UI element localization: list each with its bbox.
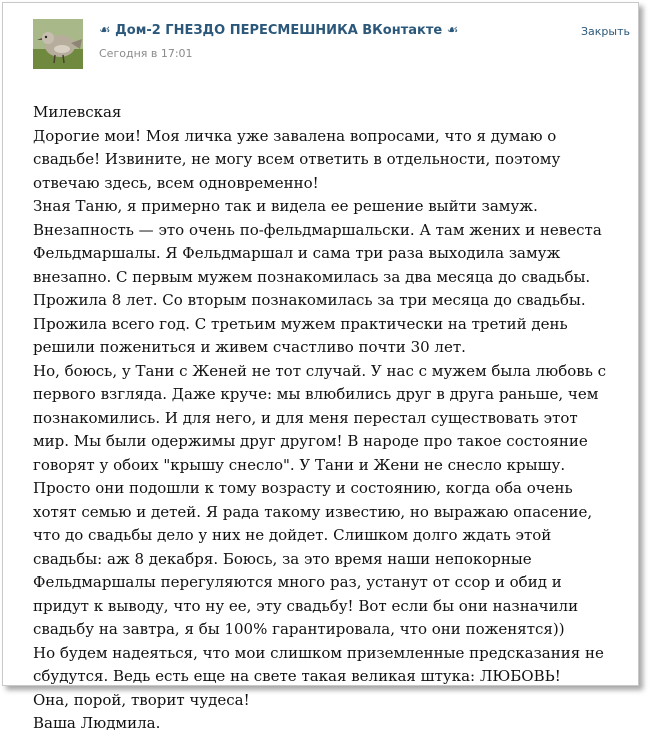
post-paragraph: Но будем надеяться, что мои слишком приземленные предсказания не сбудутся. Ведь есть еще на свете такая великая штука: ЛЮБОВЬ!: [33, 643, 604, 685]
post-paragraph: Милевская: [33, 103, 122, 121]
post-paragraph: Ваша Людмила.: [33, 714, 161, 732]
post-body: [33, 101, 613, 736]
post-paragraph: Но, боюсь, у Тани с Женей не тот случай. У нас с мужем была любовь с первого взгляда. Даже круче: мы влюбились друг в друга раньше, чем познакомились. И для него, и для меня перестал существовать этот мир. Мы были одержимы друг другом! В народе про такое состояние говорят у обоих "крышу снесло". У Тани и Жени не снесло крышу. Просто они подошли к тому возрасту и состоянию, когда оба очень хотят семью и детей. Я рада такому известию, но выражаю опасение, что до свадьбы дело у них не дойдет. Слишком долго ждать этой свадьбы: аж 8 декабря. Боюсь, за это время наши непокорные Фельдмаршалы перегуляются много раз, устанут от ссор и обид и придут к выводу, что ну ее, эту свадьбу! Вот если бы они назначили свадьбу на завтра, я бы 100% гарантировала, что они поженятся)): [33, 361, 607, 638]
group-title[interactable]: ☙ Дом-2 ГНЕЗДО ПЕРЕСМЕШНИКА ВКонтакте ☙: [99, 23, 459, 38]
post-paragraph: Зная Таню, я примерно так и видела ее решение выйти замуж. Внезапность — это очень по-фельдмаршальски. А там жених и невеста Фельдмаршалы. Я Фельдмаршал и сама три раза выходила замуж внезапно. С первым мужем познакомилась за два месяца до свадьбы. Прожила 8 лет. Со вторым познакомилась за три месяца до свадьбы. Прожила всего год. С третьим мужем практически на третий день решили пожениться и живем счастливо почти 30 лет.: [33, 197, 602, 356]
close-button[interactable]: Закрыть: [581, 25, 630, 38]
post-timestamp: Сегодня в 17:01: [99, 47, 193, 60]
post-paragraph: Дорогие мои! Моя личка уже завалена вопросами, что я думаю о свадьбе! Извините, не могу всем ответить в отдельности, поэтому отвечаю здесь, всем одновременно!: [33, 126, 561, 192]
bird-photo-icon: [33, 19, 83, 69]
post-window: [2, 2, 639, 732]
avatar[interactable]: [33, 19, 83, 69]
post-header: [3, 3, 638, 81]
post-paragraph: Она, порой, творит чудеса!: [33, 690, 250, 709]
